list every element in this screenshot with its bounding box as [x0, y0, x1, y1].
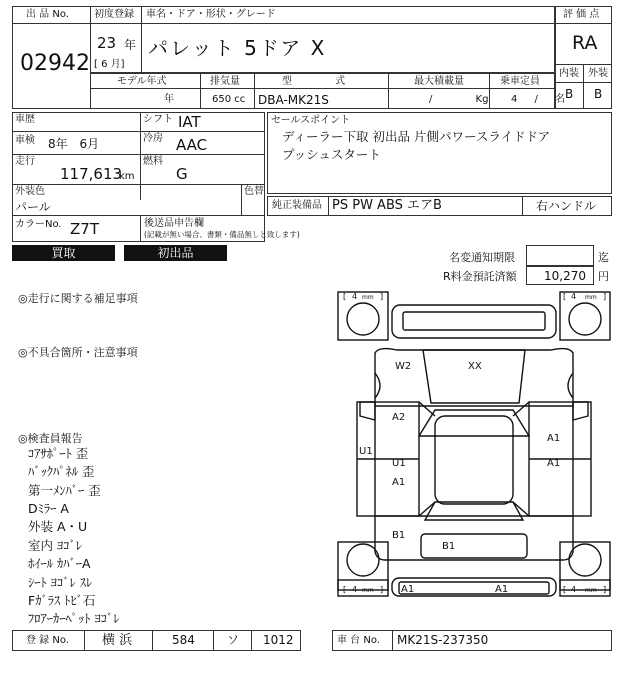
svg-text:]: ]	[380, 585, 384, 594]
tire-depth-tl-value: 4	[352, 292, 358, 301]
svg-text:[: [	[343, 585, 347, 594]
color-no-label: カラーNo.	[15, 219, 62, 230]
reg-divider	[251, 630, 252, 651]
reg-divider	[213, 630, 214, 651]
model: DBA-MK21S	[258, 93, 329, 107]
inspection-label: 車検	[15, 135, 35, 146]
first-reg-month: [ 6 月]	[94, 59, 125, 70]
grade-line-vert	[583, 64, 584, 109]
sales-point-line1: ディーラー下取 初出品 片側パワースライドドア	[282, 129, 551, 144]
registration-number: 1012	[263, 633, 294, 647]
first-listing-tag: 初出品	[124, 245, 227, 261]
displacement-label: 排気量	[210, 76, 240, 87]
mark-b1-left: B1	[392, 530, 406, 541]
mark-b1-center: B1	[442, 541, 456, 552]
color-change-label: 色替	[244, 186, 264, 197]
docs-divider	[140, 215, 141, 242]
mark-w2: W2	[395, 361, 412, 372]
driving-notes-title: ◎走行に関する補足事項	[18, 292, 138, 305]
tire-depth-br-unit: mm	[585, 587, 597, 594]
interior-grade-label: 内装	[559, 68, 579, 79]
tire-rear-left-icon	[347, 544, 379, 576]
report-line: ｼｰﾄ ﾖｺﾞﾚ ｽﾚ	[28, 575, 93, 590]
registration-class: 584	[172, 633, 195, 647]
ext-color-label: 外装色	[15, 186, 45, 197]
tire-depth-bl-unit: mm	[362, 587, 374, 594]
model-year: 年	[164, 94, 174, 105]
first-reg-label: 初度登録	[94, 9, 134, 20]
interior-grade: B	[565, 87, 574, 101]
registration-city: 横 浜	[102, 633, 133, 648]
tire-depth-br-value: 4	[571, 585, 577, 594]
score-value: RA	[572, 32, 598, 54]
mirror-left	[360, 402, 375, 420]
mark-a1-center: A1	[392, 477, 406, 488]
registration-label: 登 録 No.	[26, 635, 69, 646]
steering-value: 右ハンドル	[536, 199, 597, 213]
model-year-label: モデル年式	[117, 76, 167, 87]
tire-depth-tl: [	[343, 292, 347, 301]
capacity-label: 乗車定員	[500, 76, 540, 87]
tailgate	[421, 534, 527, 558]
score-header-line	[555, 23, 612, 24]
registration-kana: ソ	[227, 633, 240, 647]
mileage-value: 117,613	[60, 165, 123, 183]
report-line: ﾎｲｰﾙ ｶﾊﾞｰA	[28, 556, 91, 571]
lot-number: 02942	[20, 51, 90, 76]
lot-number-label: 出 品 No.	[26, 9, 69, 20]
mark-u1-center: U1	[392, 458, 406, 469]
docs-label: 後送品申告欄	[144, 218, 204, 229]
header-divider	[90, 23, 555, 24]
reg-divider	[152, 630, 153, 651]
defects-title: ◎不具合箇所・注意事項	[18, 346, 138, 359]
car-name-label: 車名・ドア・形状・グレード	[146, 9, 276, 20]
color-no-value: Z7T	[70, 220, 99, 238]
roof	[435, 416, 513, 504]
hood	[423, 350, 525, 403]
name-change-label: 名変通知期限	[449, 251, 515, 264]
purchase-tag: 買取	[12, 245, 115, 261]
shift-label: シフト	[143, 114, 173, 125]
steering-divider	[522, 196, 523, 216]
inspector-title: ◎検査員報告	[18, 432, 83, 445]
equipment-label: 純正装備品	[272, 200, 322, 211]
mark-u1-left: U1	[359, 446, 373, 457]
recycle-unit: 円	[598, 270, 609, 283]
score-label: 評 価 点	[563, 9, 600, 20]
exterior-grade-label: 外装	[588, 68, 608, 79]
spec-header-line	[90, 88, 555, 89]
history-label: 車歴	[15, 114, 35, 125]
mileage-cell	[12, 154, 265, 185]
front-fenders	[375, 349, 573, 406]
inspection-value: 8年 6月	[48, 137, 100, 151]
mark-a1-bumper-right: A1	[495, 584, 509, 595]
ac-label: 冷房	[143, 133, 163, 144]
svg-text:]: ]	[380, 292, 384, 301]
car-name: パレット 5ドア X	[148, 36, 327, 60]
mileage-label: 走行	[15, 156, 35, 167]
svg-text:]: ]	[603, 585, 607, 594]
report-line: ﾌﾛｱｰｶｰﾍﾟｯﾄ ﾖｺﾞﾚ	[28, 611, 120, 626]
model-label: 型 式	[282, 76, 346, 87]
spec-col-divider	[489, 73, 490, 109]
tire-depth-tl-unit: mm	[362, 294, 374, 301]
max-load: / Kg	[429, 94, 489, 105]
tire-rear-right-icon	[569, 544, 601, 576]
report-line: 第一ﾒﾝﾊﾞｰ 歪	[28, 483, 101, 498]
tire-depth-tr-value: 4	[571, 292, 577, 301]
spec-col-divider	[254, 73, 255, 109]
first-reg-year: 23	[97, 34, 117, 52]
tire-box-rear-right	[560, 542, 610, 590]
mark-xx: XX	[468, 361, 482, 372]
fuel-label: 燃料	[143, 156, 163, 167]
rear-window	[425, 502, 523, 520]
equipment-divider	[328, 196, 329, 216]
tire-front-left-icon	[347, 303, 379, 335]
report-line: 外装 A・U	[28, 519, 88, 534]
max-load-label: 最大積載量	[414, 76, 464, 87]
sales-point-line2: プッシュスタート	[282, 147, 381, 162]
reg-divider	[84, 630, 85, 651]
chassis-label: 車 台 No.	[337, 635, 380, 646]
history-cell	[12, 112, 265, 132]
fuel-value: G	[176, 165, 188, 183]
report-line: ｺｱｻﾎﾟｰﾄ 歪	[28, 446, 89, 461]
shift-value: IAT	[178, 113, 201, 131]
chassis-number: MK21S-237350	[397, 633, 489, 647]
first-reg-year-unit: 年	[124, 38, 137, 52]
front-bumper	[392, 305, 556, 338]
ext-color-value: パール	[15, 200, 51, 214]
ac-value: AAC	[176, 136, 208, 154]
displacement: 650 cc	[212, 94, 246, 105]
chassis-divider	[392, 630, 393, 651]
tire-front-right-icon	[569, 303, 601, 335]
mark-a1-right-bottom: A1	[547, 458, 561, 469]
mirror-right	[573, 402, 588, 420]
equipment-value: PS PW ABS エアB	[332, 198, 442, 213]
recycle-label: R料金預託済額	[443, 270, 517, 283]
tire-depth-tr-unit: mm	[585, 294, 597, 301]
name-change-box	[526, 245, 594, 266]
tire-box-rear-left	[338, 542, 388, 590]
mark-a1-bumper-left: A1	[401, 584, 415, 595]
report-line: 室内 ﾖｺﾞﾚ	[28, 538, 82, 553]
mark-a2: A2	[392, 412, 406, 423]
report-line: Fｶﾞﾗｽ ﾄﾋﾞ石	[28, 593, 96, 608]
report-line: Dﾐﾗｰ A	[28, 501, 69, 516]
capacity: 4 / 名	[511, 94, 566, 105]
docs-note: (記載が無い場合、書類・備品無しと致します)	[144, 230, 300, 239]
mileage-unit: km	[119, 171, 135, 182]
tire-depth-tr: [	[563, 292, 567, 301]
spec-col-divider	[200, 73, 201, 109]
spec-col-divider	[388, 73, 389, 109]
mark-a1-right-top: A1	[547, 433, 561, 444]
name-change-unit: 迄	[598, 251, 609, 264]
sales-point-label: セールスポイント	[271, 115, 351, 126]
exterior-grade: B	[594, 87, 603, 101]
recycle-value: 10,270	[544, 269, 586, 283]
color-change-divider	[241, 184, 242, 216]
car-damage-diagram	[335, 288, 613, 628]
svg-text:]: ]	[603, 292, 607, 301]
tire-depth-bl-value: 4	[352, 585, 358, 594]
report-line: ﾊﾞｯｸﾊﾟﾈﾙ 歪	[28, 464, 95, 479]
svg-text:[: [	[563, 585, 567, 594]
